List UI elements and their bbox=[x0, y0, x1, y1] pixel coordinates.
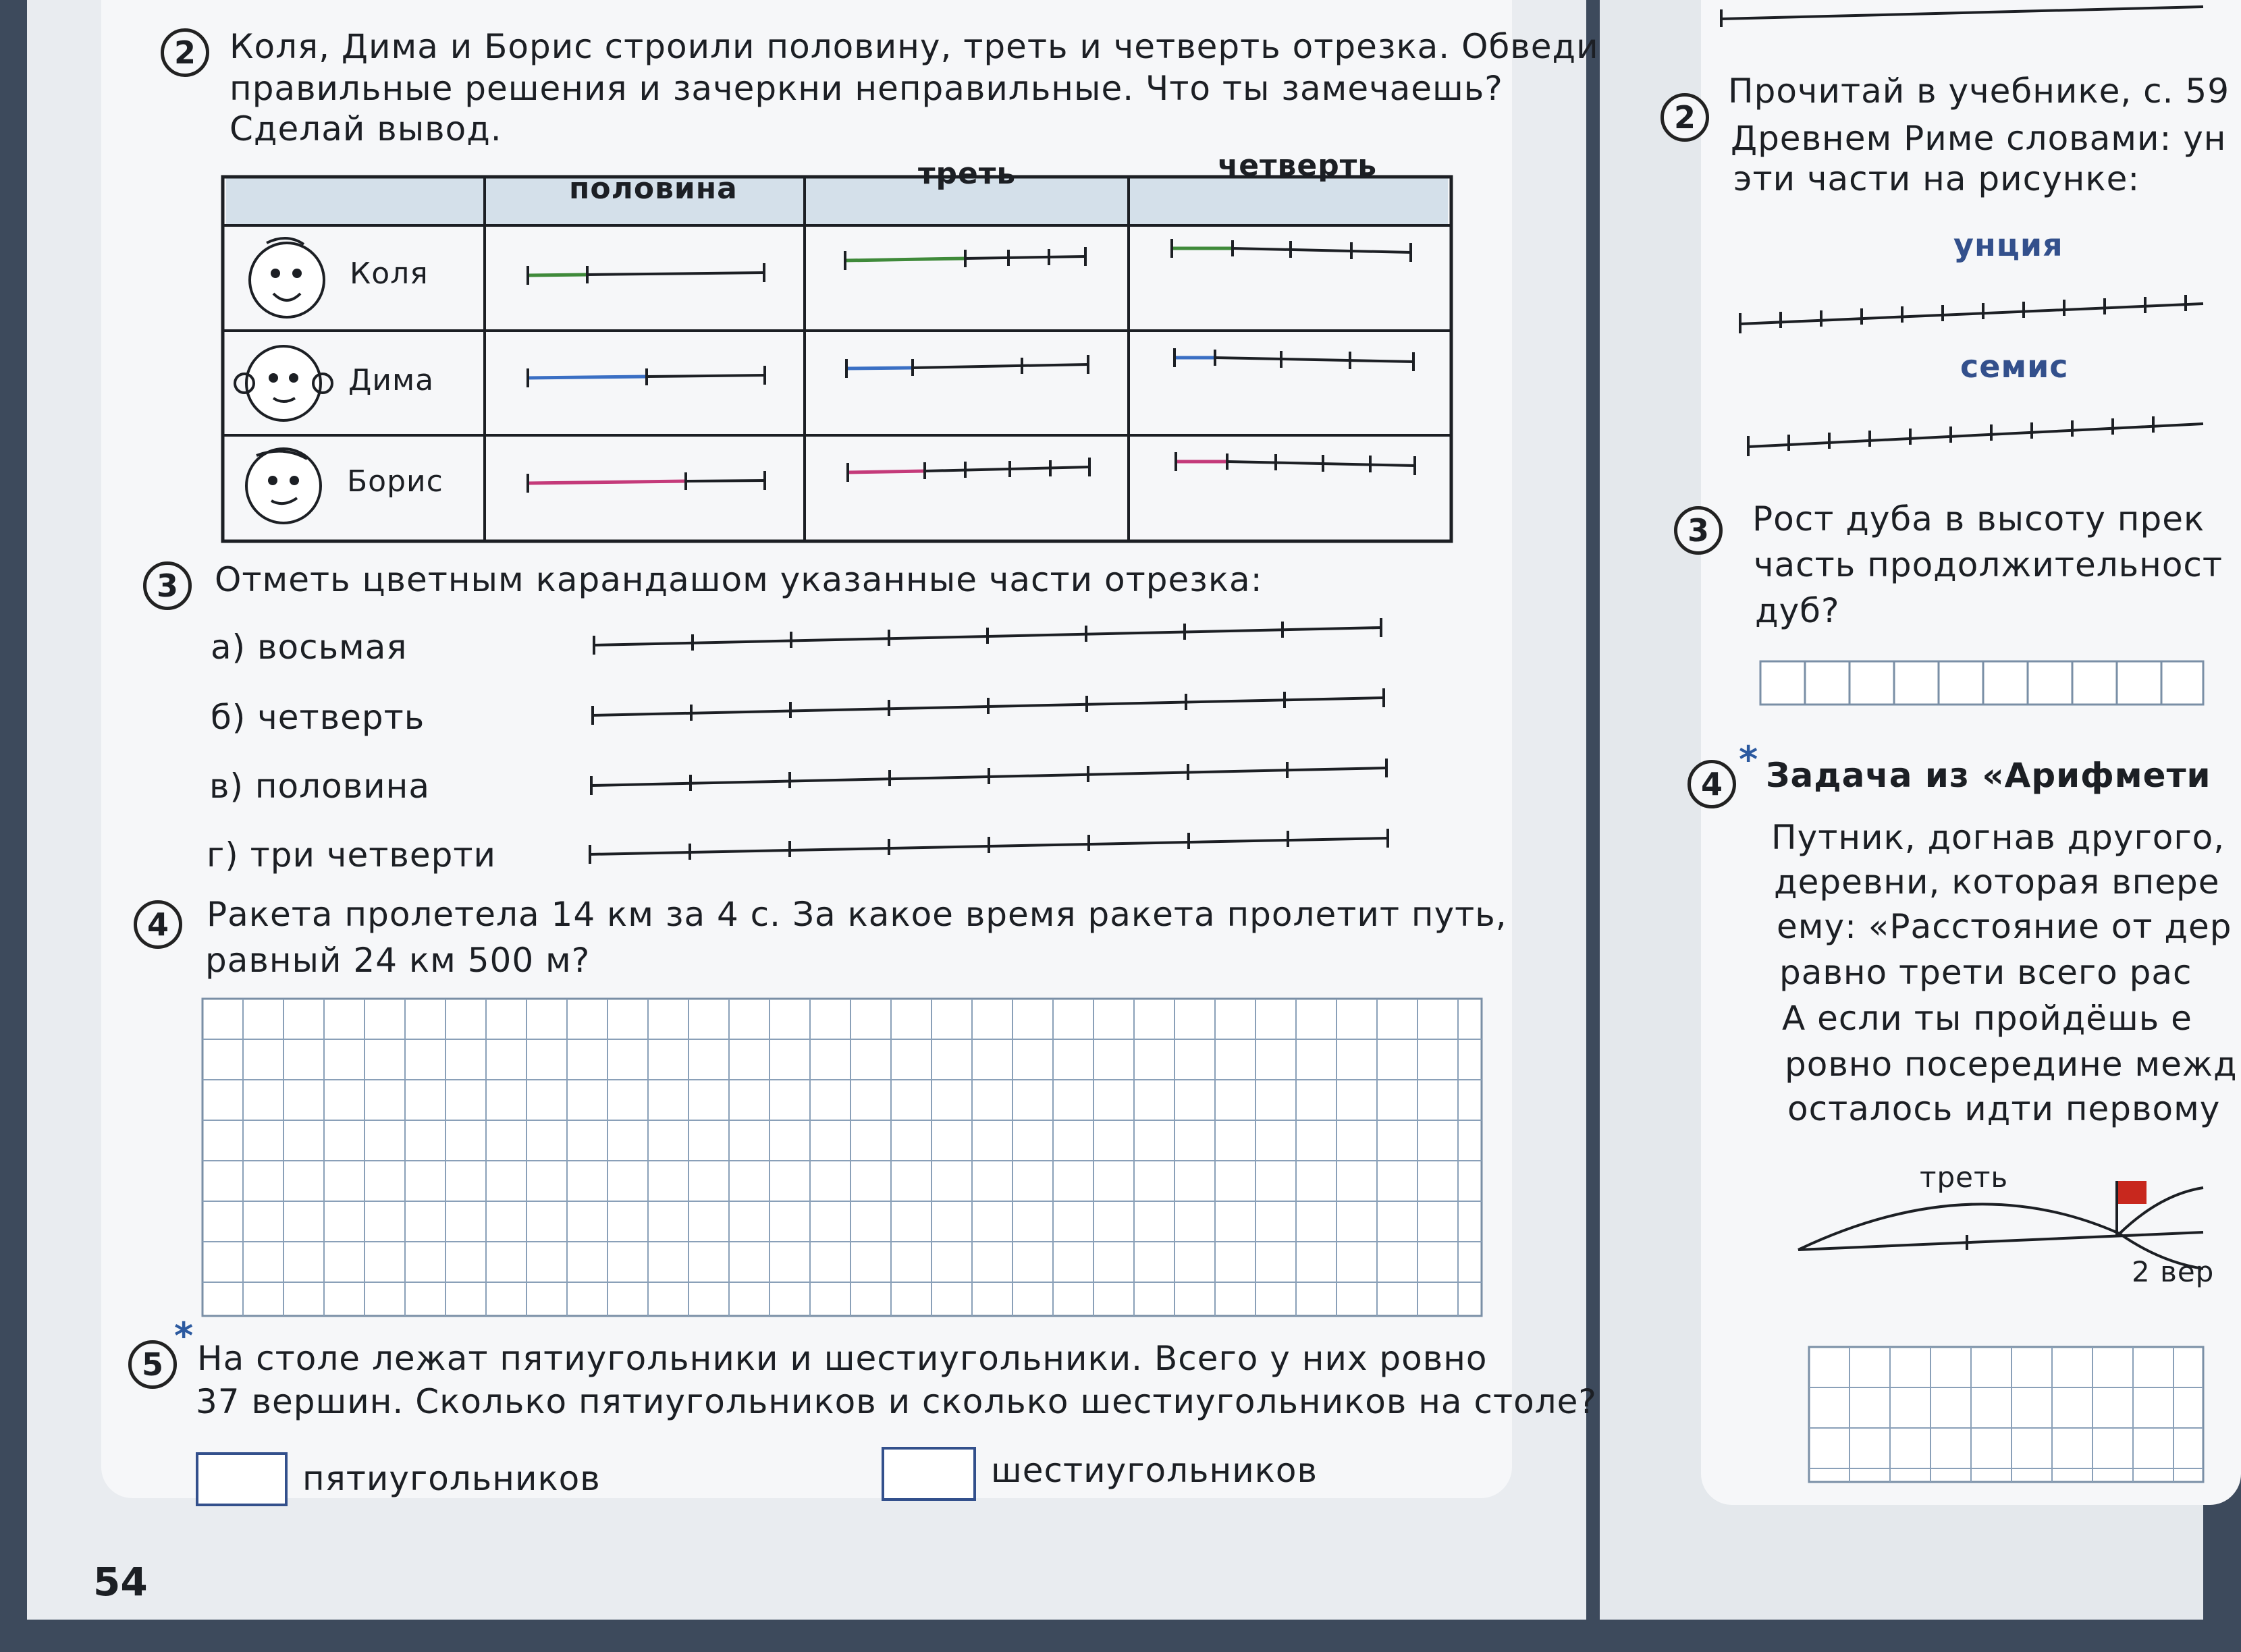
task5-text-line1: На столе лежат пятиугольники и шестиугольники. Всего у них ровно bbox=[197, 1339, 1488, 1378]
row-name-dima: Дима bbox=[348, 363, 435, 397]
task3-item-b: б) четверть bbox=[211, 698, 425, 737]
dima-third-segment bbox=[846, 355, 1088, 378]
kolya-face-icon bbox=[250, 238, 324, 317]
right-task3-line1: Рост дуба в высоту прек bbox=[1752, 499, 2205, 539]
task3-segment-b bbox=[593, 688, 1384, 725]
page-number: 54 bbox=[93, 1559, 148, 1605]
right-task2-line1: Прочитай в учебнике, с. 59 bbox=[1728, 72, 2230, 111]
right-task4-star: * bbox=[1739, 738, 1758, 781]
task4-text-line1: Ракета пролетела 14 км за 4 с. За какое время ракета пролетит путь, bbox=[207, 895, 1507, 934]
right-task4-line3: ему: «Расстояние от дер bbox=[1777, 907, 2232, 946]
task2-text-line2: правильные решения и зачеркни неправильные. Что ты замечаешь? bbox=[230, 69, 1503, 108]
right-task4-line4: равно трети всего рас bbox=[1779, 953, 2192, 992]
dima-half-segment bbox=[528, 366, 765, 387]
header-half: половина bbox=[569, 171, 738, 206]
diagram-label-third: треть bbox=[1920, 1161, 2009, 1194]
pentagons-answer-box[interactable] bbox=[196, 1452, 288, 1506]
dima-face-icon bbox=[235, 346, 332, 420]
diagram-label-2ver: 2 вер bbox=[2132, 1255, 2215, 1288]
kolya-half-segment bbox=[528, 263, 764, 285]
uncia-segment bbox=[1740, 295, 2203, 333]
header-quarter: четверть bbox=[1218, 148, 1378, 183]
task2-text-line1: Коля, Дима и Борис строили половину, треть и четверть отрезка. Обведи bbox=[230, 27, 1599, 66]
right-task3-line2: часть продолжительност bbox=[1754, 545, 2223, 584]
task3-item-a: а) восьмая bbox=[211, 628, 408, 667]
task3-segment-a bbox=[594, 618, 1381, 655]
right-task4-number: 4 bbox=[1688, 760, 1736, 808]
row-name-boris: Борис bbox=[347, 464, 443, 499]
boris-quarter-segment bbox=[1176, 452, 1415, 475]
task5-star: * bbox=[174, 1315, 194, 1357]
right-task2-line3: эти части на рисунке: bbox=[1733, 159, 2140, 198]
right-task2-number: 2 bbox=[1660, 93, 1709, 142]
kolya-third-segment bbox=[845, 247, 1085, 270]
dima-quarter-segment bbox=[1174, 348, 1413, 371]
task4-answer-grid bbox=[202, 999, 1482, 1316]
uncia-label: унция bbox=[1953, 227, 2063, 263]
task2-number: 2 bbox=[161, 28, 209, 77]
task3-text: Отметь цветным карандашом указанные части отрезка: bbox=[215, 560, 1263, 599]
task5-text-line2: 37 вершин. Сколько пятиугольников и сколько шестиугольников на столе? bbox=[196, 1382, 1597, 1421]
boris-third-segment bbox=[848, 458, 1089, 482]
boris-half-segment bbox=[528, 471, 765, 493]
task3-item-c: в) половина bbox=[209, 767, 430, 806]
right-task4-line2: деревни, которая впере bbox=[1774, 862, 2220, 902]
right-task4-answer-grid bbox=[1809, 1347, 2203, 1482]
right-task4-line1: Путник, догнав другого, bbox=[1771, 818, 2225, 857]
right-task4-line6: ровно посередине межд bbox=[1785, 1045, 2238, 1084]
task2-text-line3: Сделай вывод. bbox=[230, 109, 502, 148]
boris-face-icon bbox=[246, 449, 321, 523]
right-task3-line3: дуб? bbox=[1755, 591, 1840, 630]
header-third: треть bbox=[918, 157, 1017, 191]
right-task3-number: 3 bbox=[1674, 506, 1723, 555]
task3-number: 3 bbox=[143, 561, 192, 610]
task3-segment-d bbox=[590, 829, 1388, 864]
right-task4-line7: осталось идти первому bbox=[1787, 1089, 2221, 1128]
hexagons-answer-box[interactable] bbox=[882, 1447, 976, 1501]
task3-segment-c bbox=[591, 759, 1386, 795]
task5-number: 5 bbox=[128, 1340, 177, 1389]
right-task3-answer-cells bbox=[1760, 661, 2203, 705]
row-name-kolya: Коля bbox=[350, 256, 429, 291]
right-task4-title: Задача из «Арифмети bbox=[1766, 756, 2211, 795]
right-task4-line5: А если ты пройдёшь е bbox=[1782, 999, 2192, 1038]
task4-text-line2: равный 24 км 500 м? bbox=[205, 941, 591, 980]
semis-segment bbox=[1748, 416, 2203, 456]
kolya-quarter-segment bbox=[1172, 239, 1411, 262]
semis-label: семис bbox=[1960, 348, 2069, 385]
right-top-segment bbox=[1721, 7, 2203, 27]
red-flag-icon bbox=[2117, 1181, 2146, 1204]
right-task2-line2: Древнем Риме словами: ун bbox=[1731, 119, 2227, 158]
pentagons-label: пятиугольников bbox=[302, 1459, 601, 1498]
task4-number: 4 bbox=[134, 900, 182, 949]
task3-item-d: г) три четверти bbox=[207, 835, 496, 875]
table-header-background bbox=[226, 177, 1448, 225]
hexagons-label: шестиугольников bbox=[991, 1451, 1318, 1490]
